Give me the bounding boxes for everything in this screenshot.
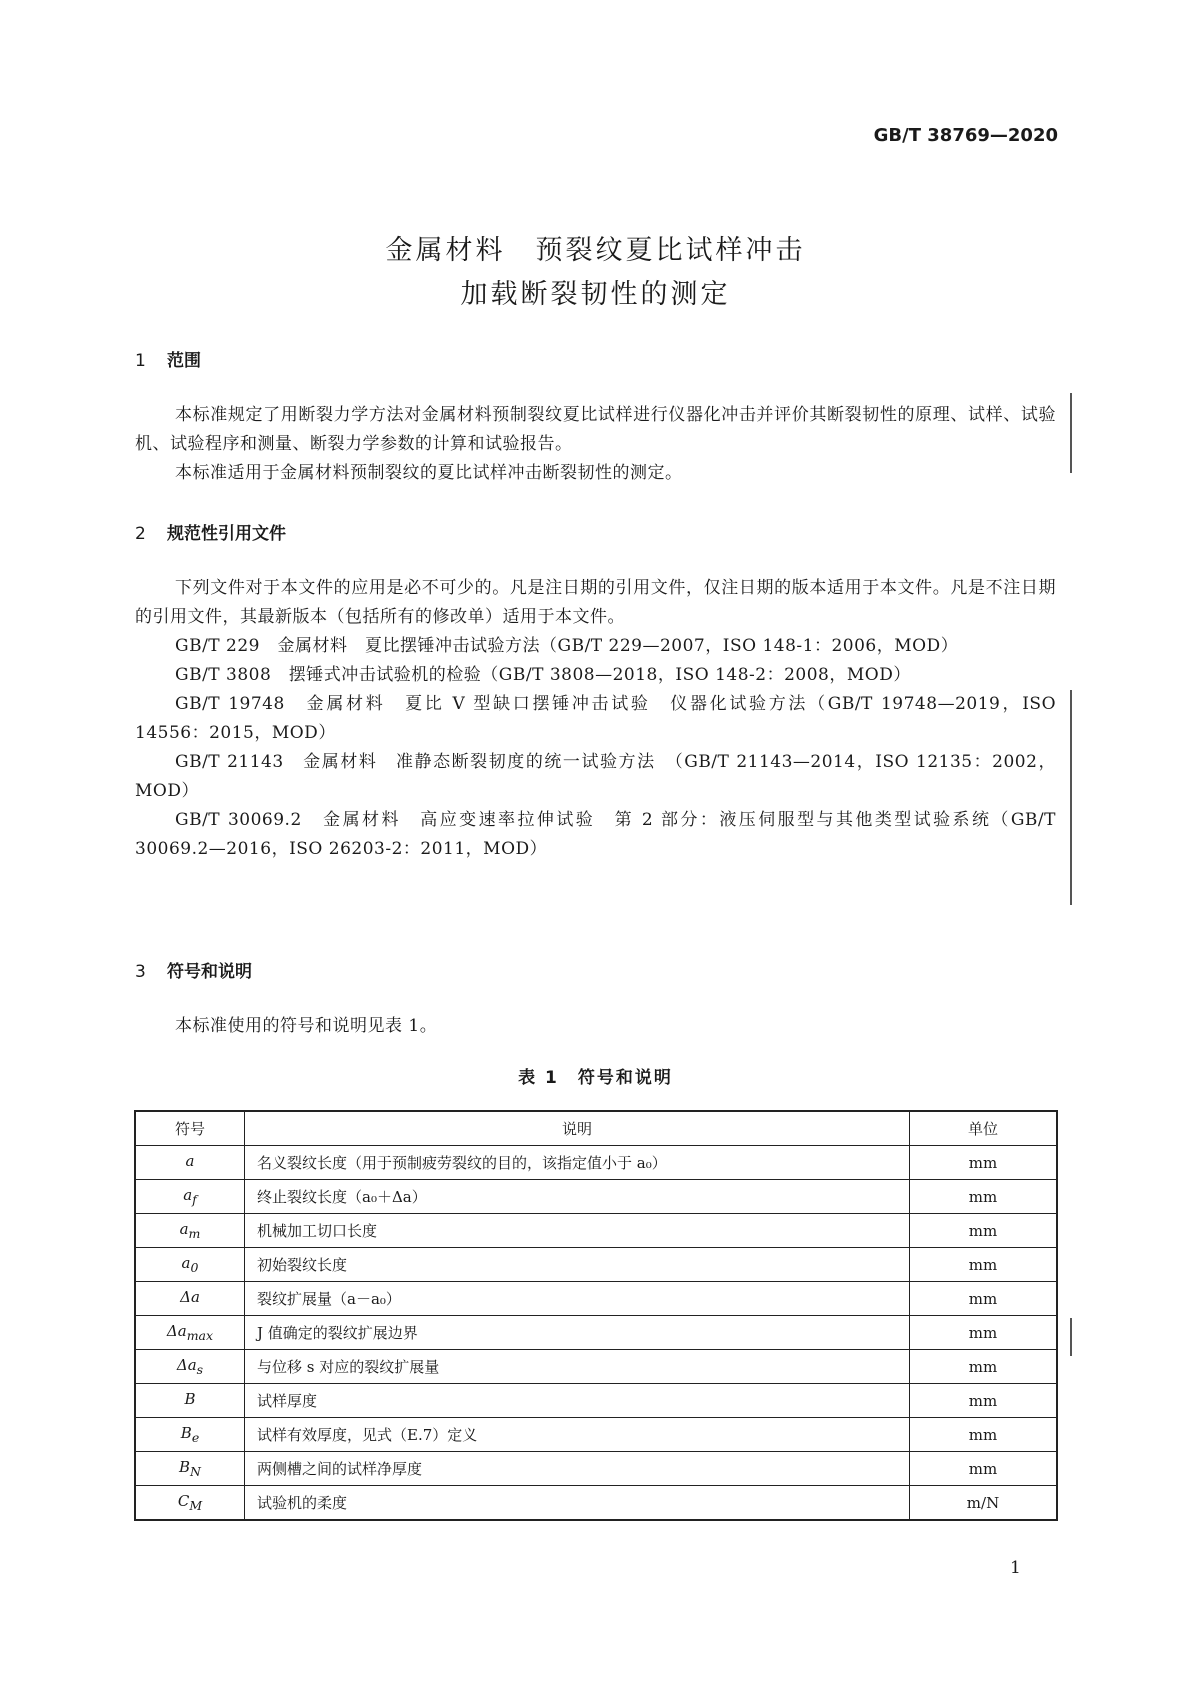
table-row xyxy=(135,1146,1057,1180)
unit-cell: mm xyxy=(910,1384,1058,1418)
unit-cell: mm xyxy=(910,1248,1058,1282)
table-row xyxy=(135,1316,1057,1350)
unit-cell: mm xyxy=(910,1214,1058,1248)
table-row xyxy=(135,1384,1057,1418)
unit-cell: mm xyxy=(910,1350,1058,1384)
section-number: 3 xyxy=(135,962,146,982)
symbol-cell: $a_0$ xyxy=(135,1248,245,1282)
section-body-scope xyxy=(135,401,1056,488)
symbol-cell: $a_m$ xyxy=(135,1214,245,1248)
section-title: 范围 xyxy=(167,351,201,371)
table-row xyxy=(135,1486,1057,1521)
symbol-cell: $\Delta a_{max}$ xyxy=(135,1316,245,1350)
description-cell: 初始裂纹长度 xyxy=(245,1248,910,1282)
description-cell: 终止裂纹长度（a₀＋Δa） xyxy=(245,1180,910,1214)
paragraph: 下列文件对于本文件的应用是必不可少的。凡是注日期的引用文件，仅注日期的版本适用于本文件。凡是不注日期的引用文件，其最新版本（包括所有的修改单）适用于本文件。 xyxy=(135,578,1056,627)
table-row xyxy=(135,1248,1057,1282)
symbol-cell: $B_N$ xyxy=(135,1452,245,1486)
symbol-cell: a xyxy=(135,1146,245,1180)
table-row xyxy=(135,1452,1057,1486)
description-cell: 名义裂纹长度（用于预制疲劳裂纹的目的，该指定值小于 a₀） xyxy=(245,1146,910,1180)
symbol-cell: $C_M$ xyxy=(135,1486,245,1521)
unit-cell: mm xyxy=(910,1282,1058,1316)
section-title: 规范性引用文件 xyxy=(167,524,286,544)
page-number: 1 xyxy=(1010,1558,1021,1578)
section-heading-references xyxy=(135,519,286,544)
table-row xyxy=(135,1282,1057,1316)
paragraph: 本标准使用的符号和说明见表 1。 xyxy=(175,1016,438,1036)
symbol-cell: Δa xyxy=(135,1282,245,1316)
change-bar xyxy=(1070,393,1072,473)
table-row xyxy=(135,1180,1057,1214)
description-cell: 两侧槽之间的试样净厚度 xyxy=(245,1452,910,1486)
unit-cell: mm xyxy=(910,1180,1058,1214)
column-header-unit: 单位 xyxy=(910,1111,1058,1146)
paragraph: 本标准适用于金属材料预制裂纹的夏比试样冲击断裂韧性的测定。 xyxy=(175,463,683,483)
description-cell: 与位移 s 对应的裂纹扩展量 xyxy=(245,1350,910,1384)
unit-cell: mm xyxy=(910,1452,1058,1486)
unit-cell: mm xyxy=(910,1146,1058,1180)
symbol-cell: $a_f$ xyxy=(135,1180,245,1214)
section-heading-scope xyxy=(135,346,201,371)
paragraph: 本标准规定了用断裂力学方法对金属材料预制裂纹夏比试样进行仪器化冲击并评价其断裂韧性的原理、试样、试验机、试验程序和测量、断裂力学参数的计算和试验报告。 xyxy=(135,405,1056,454)
column-header-description: 说明 xyxy=(245,1111,910,1146)
table-row xyxy=(135,1350,1057,1384)
unit-cell: mm xyxy=(910,1316,1058,1350)
description-cell: 试样有效厚度，见式（E.7）定义 xyxy=(245,1418,910,1452)
description-cell: 试样厚度 xyxy=(245,1384,910,1418)
unit-cell: mm xyxy=(910,1418,1058,1452)
description-cell: 机械加工切口长度 xyxy=(245,1214,910,1248)
reference-item: GB/T 19748 金属材料 夏比 V 型缺口摆锤冲击试验 仪器化试验方法（GB/T 19748—2019，ISO 14556：2015，MOD） xyxy=(135,694,1056,743)
section-number: 1 xyxy=(135,351,146,371)
symbols-table xyxy=(134,1110,1058,1521)
column-header-symbol: 符号 xyxy=(135,1111,245,1146)
reference-item: GB/T 3808 摆锤式冲击试验机的检验（GB/T 3808—2018，ISO 148-2：2008，MOD） xyxy=(175,665,911,685)
section-title: 符号和说明 xyxy=(167,962,252,982)
title-line-2: 加载断裂韧性的测定 xyxy=(460,279,731,310)
reference-item: GB/T 30069.2 金属材料 高应变速率拉伸试验 第 2 部分：液压伺服型与其他类型试验系统（GB/T 30069.2—2016，ISO 26203-2：2011，MOD） xyxy=(135,810,1056,859)
table-row xyxy=(135,1418,1057,1452)
symbol-cell: $\Delta a_s$ xyxy=(135,1350,245,1384)
reference-item: GB/T 21143 金属材料 准静态断裂韧度的统一试验方法 （GB/T 21143—2014，ISO 12135：2002，MOD） xyxy=(135,752,1056,801)
section-heading-symbols xyxy=(135,957,252,982)
symbol-cell: B xyxy=(135,1384,245,1418)
title-line-1: 金属材料 预裂纹夏比试样冲击 xyxy=(385,235,806,266)
symbol-cell: $B_e$ xyxy=(135,1418,245,1452)
table-row xyxy=(135,1214,1057,1248)
document-id: GB/T 38769—2020 xyxy=(873,125,1058,146)
table-caption: 表 1 符号和说明 xyxy=(518,1068,673,1088)
change-bar xyxy=(1070,1318,1072,1356)
table-header-row xyxy=(135,1111,1057,1146)
section-body-references xyxy=(135,574,1056,864)
section-number: 2 xyxy=(135,524,146,544)
section-body-symbols xyxy=(135,1012,1056,1041)
reference-item: GB/T 229 金属材料 夏比摆锤冲击试验方法（GB/T 229—2007，ISO 148-1：2006，MOD） xyxy=(175,636,959,656)
description-cell: 试验机的柔度 xyxy=(245,1486,910,1521)
change-bar xyxy=(1070,690,1072,905)
unit-cell: m/N xyxy=(910,1486,1058,1521)
description-cell: 裂纹扩展量（a－a₀） xyxy=(245,1282,910,1316)
description-cell: J 值确定的裂纹扩展边界 xyxy=(245,1316,910,1350)
